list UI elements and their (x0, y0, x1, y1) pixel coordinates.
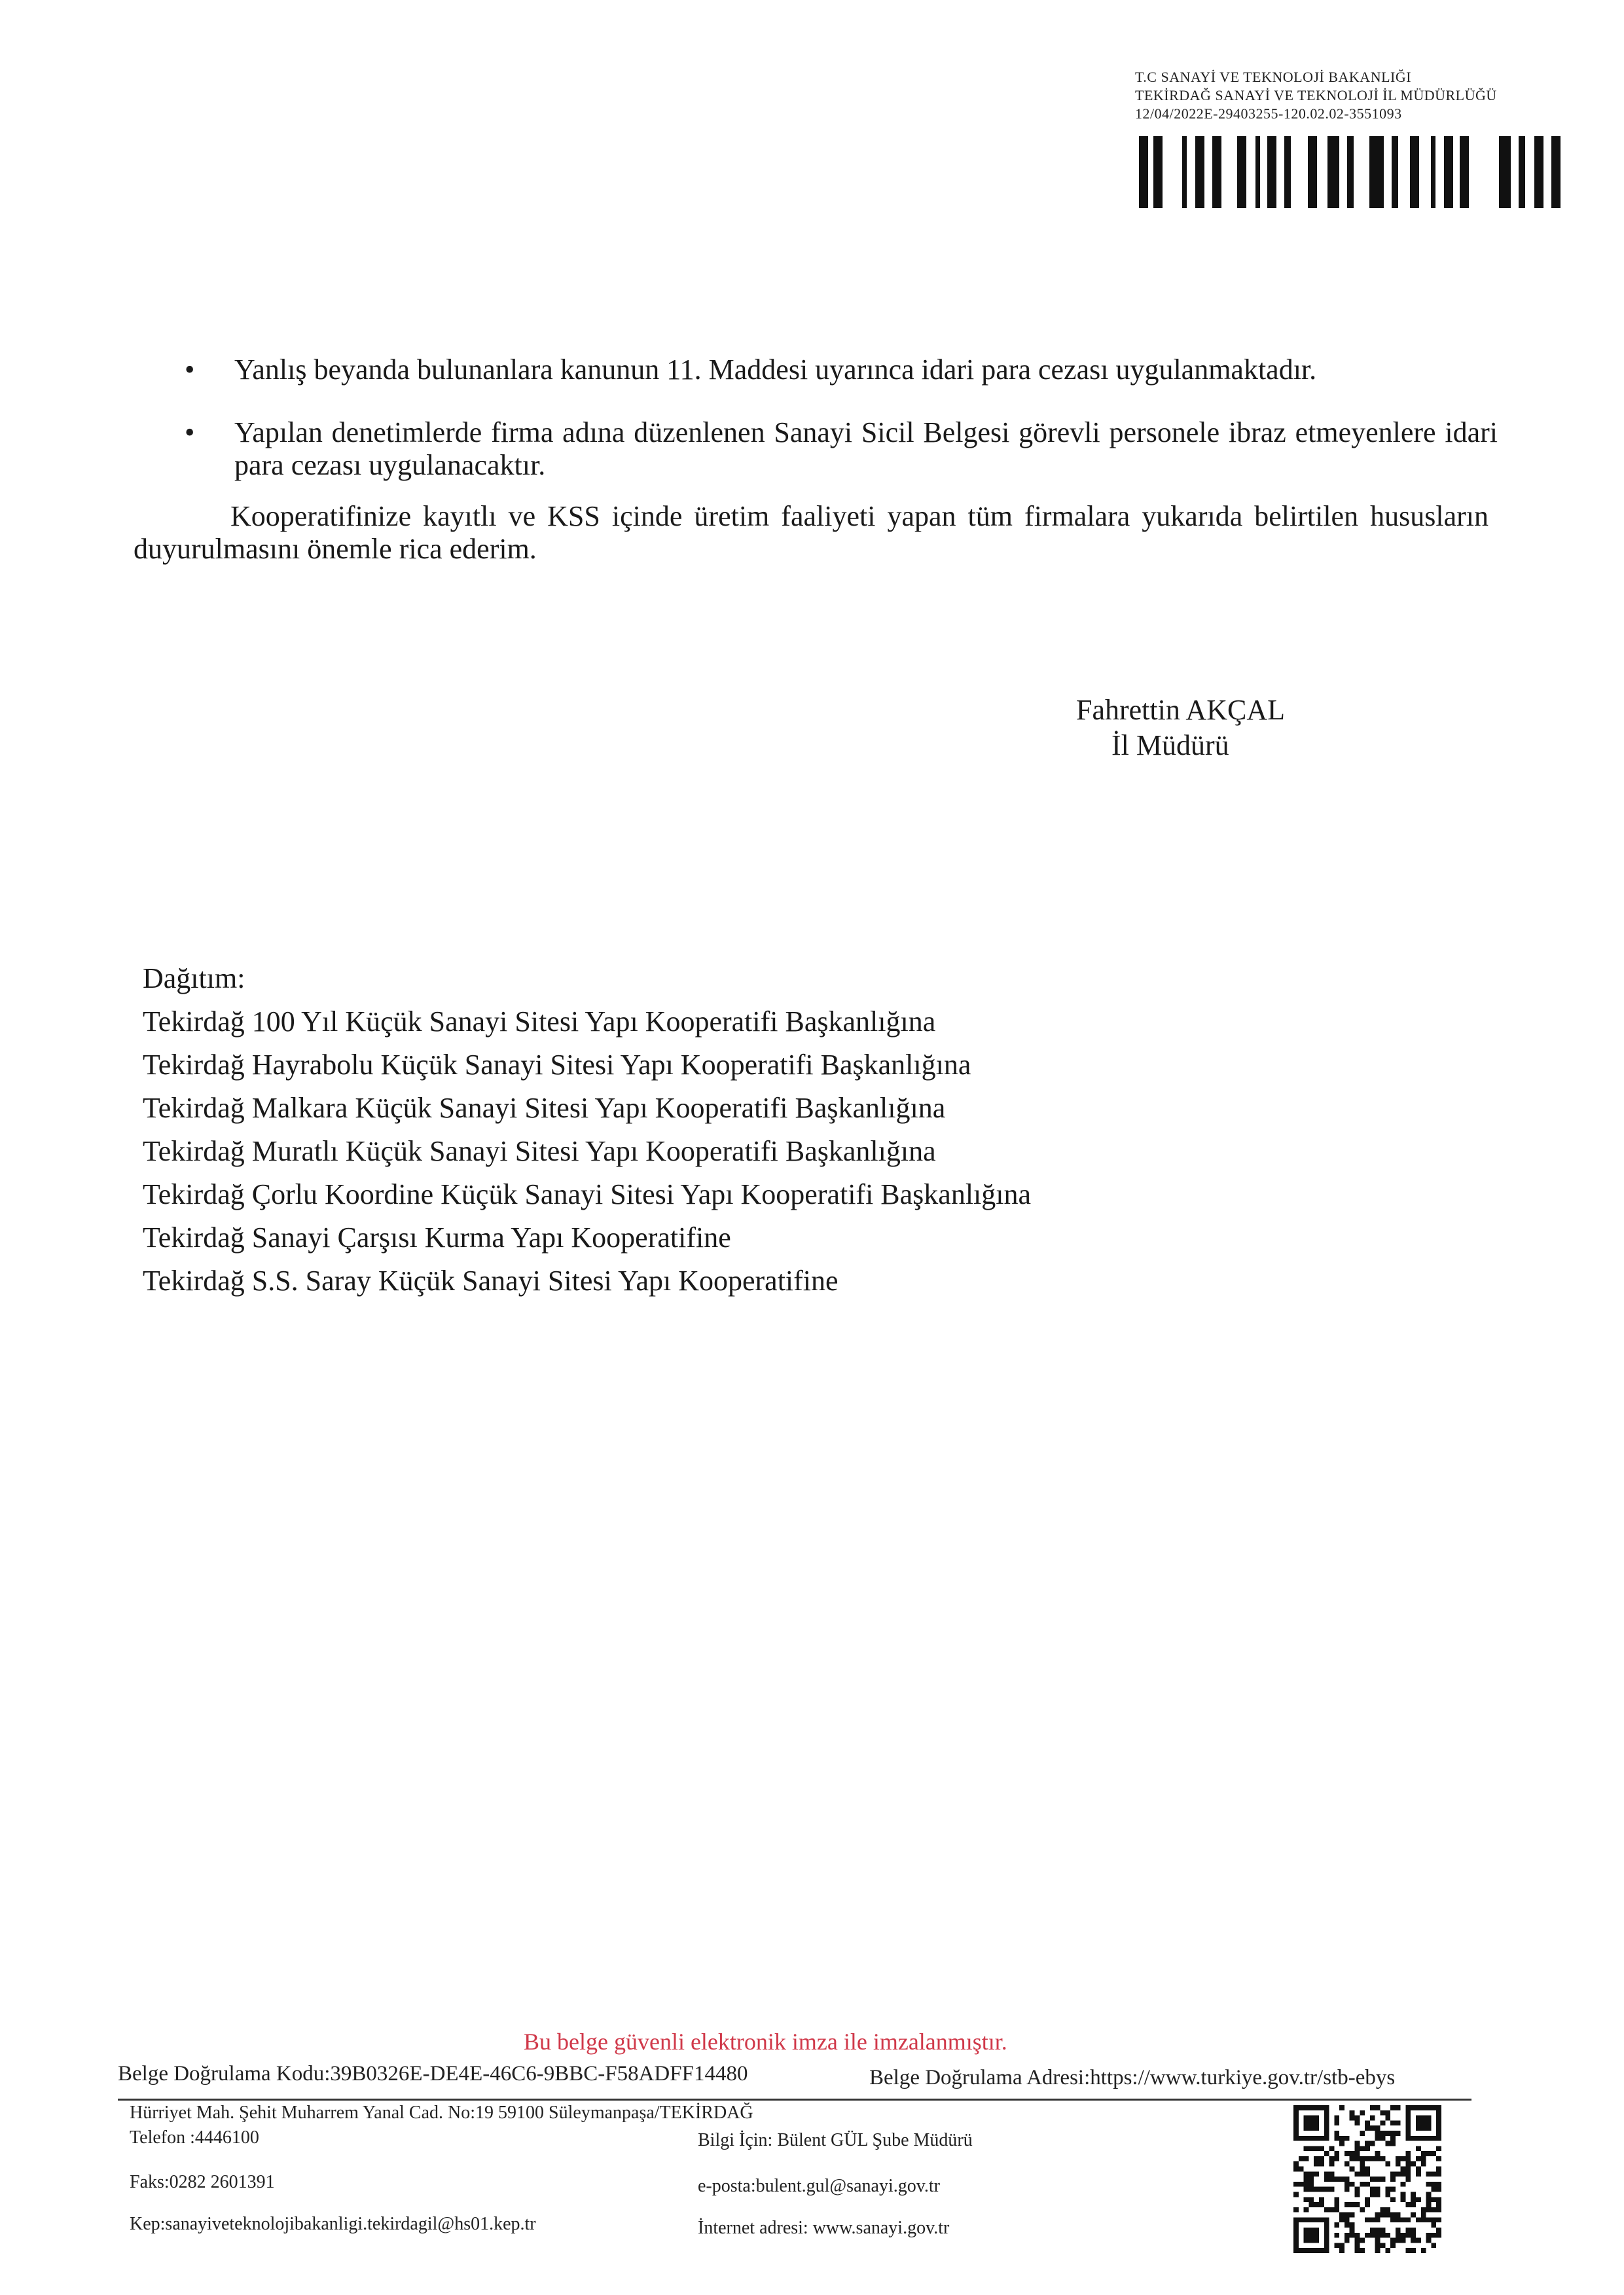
document-barcode (1139, 136, 1568, 208)
bullet-marker: • (185, 416, 195, 448)
list-item: Tekirdağ Malkara Küçük Sanayi Sitesi Yapı Kooperatifi Başkanlığına (143, 1092, 946, 1124)
footer-address: Hürriyet Mah. Şehit Muharrem Yanal Cad. No:19 59100 Süleymanpaşa/TEKİRDAĞ (130, 2103, 753, 2123)
header-org-line1: T.C SANAYİ VE TEKNOLOJİ BAKANLIĞI (1135, 69, 1412, 85)
header-org-line2: TEKİRDAĞ SANAYİ VE TEKNOLOJİ İL MÜDÜRLÜĞÜ (1135, 87, 1497, 103)
distribution-heading: Dağıtım: (143, 962, 245, 994)
signature-block (1076, 693, 1285, 763)
list-item: Tekirdağ Çorlu Koordine Küçük Sanayi Sitesi Yapı Kooperatifi Başkanlığına (143, 1178, 1032, 1210)
bullet-text-2: Yapılan denetimlerde firma adına düzenlenen Sanayi Sicil Belgesi görevli personele ibraz etmeyenlere idari para cezası uygulanacaktır. (234, 416, 1498, 481)
header-doc-number: 12/04/2022E-29403255-120.02.02-3551093 (1135, 105, 1402, 122)
distribution-list (143, 957, 1031, 1303)
list-item: Tekirdağ Hayrabolu Küçük Sanayi Sitesi Yapı Kooperatifi Başkanlığına (143, 1049, 971, 1081)
list-item: Tekirdağ 100 Yıl Küçük Sanayi Sitesi Yapı Kooperatifi Başkanlığına (143, 1005, 936, 1038)
qr-code-icon (1293, 2105, 1441, 2253)
esign-note: Bu belge güvenli elektronik imza ile imzalanmıştır. (524, 2029, 1007, 2055)
verification-code: Belge Doğrulama Kodu:39B0326E-DE4E-46C6-9BBC-F58ADFF14480 (118, 2062, 748, 2086)
signatory-name: Fahrettin AKÇAL (1076, 694, 1285, 726)
footer-divider (118, 2099, 1471, 2101)
bullet-text-1: Yanlış beyanda bulunanlara kanunun 11. Maddesi uyarınca idari para cezası uygulanmaktadır. (234, 353, 1317, 386)
list-item: Tekirdağ Sanayi Çarşısı Kurma Yapı Kooperatifine (143, 1221, 731, 1254)
footer-email[interactable]: e-posta:bulent.gul@sanayi.gov.tr (698, 2176, 941, 2196)
signatory-title: İl Müdürü (1111, 729, 1229, 761)
body-paragraph: Kooperatifinize kayıtlı ve KSS içinde üretim faaliyeti yapan tüm firmalara yukarıda belirtilen hususların duyurulmasını önemle rica ederim. (134, 500, 1489, 565)
verification-address-link[interactable]: Belge Doğrulama Adresi:https://www.turkiye.gov.tr/stb-ebys (869, 2066, 1396, 2089)
footer-fax: Faks:0282 2601391 (130, 2172, 275, 2192)
bullet-marker: • (185, 353, 195, 386)
list-item: Tekirdağ S.S. Saray Küçük Sanayi Sitesi Yapı Kooperatifine (143, 1265, 839, 1297)
header-organization-block (1135, 68, 1497, 123)
footer-phone: Telefon :4446100 (130, 2127, 259, 2148)
footer-kep[interactable]: Kep:sanayiveteknolojibakanligi.tekirdagil@hs01.kep.tr (130, 2214, 536, 2234)
footer-info-contact: Bilgi İçin: Bülent GÜL Şube Müdürü (698, 2130, 973, 2150)
footer-website[interactable]: İnternet adresi: www.sanayi.gov.tr (698, 2218, 950, 2238)
list-item: Tekirdağ Muratlı Küçük Sanayi Sitesi Yapı Kooperatifi Başkanlığına (143, 1135, 936, 1167)
